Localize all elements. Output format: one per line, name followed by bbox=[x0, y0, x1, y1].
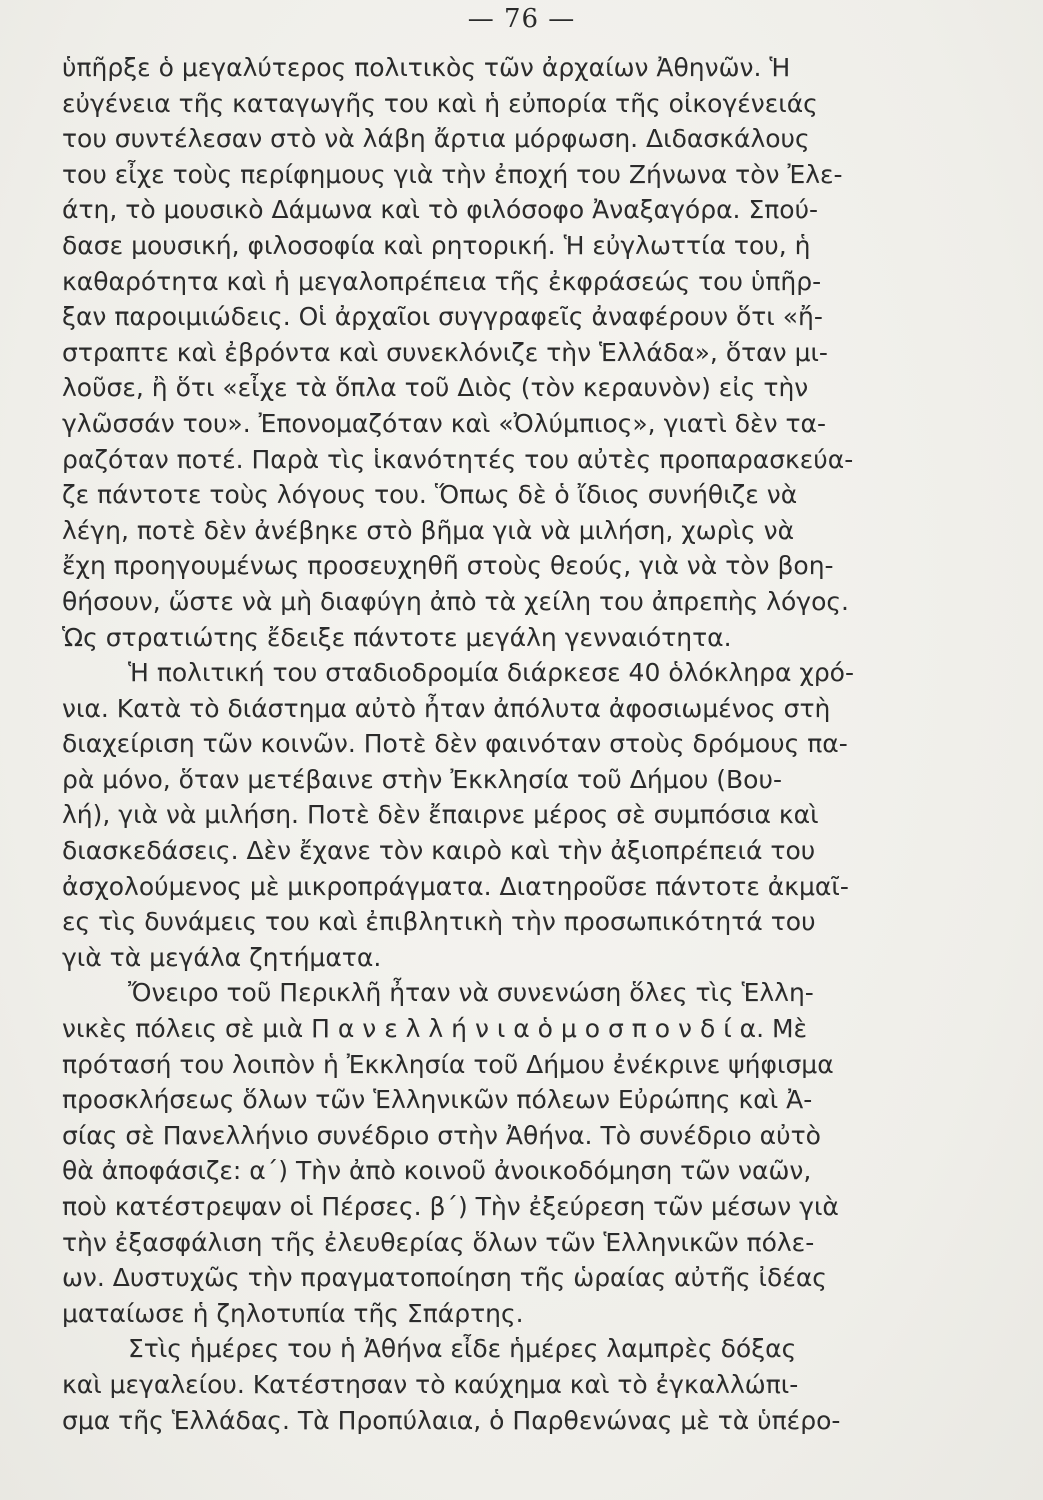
text-line: ἀσχολούμενος μὲ μικροπράγματα. Διατηροῦσε πάντοτε ἀκμαῖ- bbox=[62, 871, 849, 901]
body-text bbox=[62, 50, 962, 1438]
text-line: νια. Κατὰ τὸ διάστημα αὐτὸ ἦταν ἀπόλυτα ἀφοσιωμένος στὴ bbox=[62, 693, 831, 723]
text-line: λή), γιὰ νὰ μιλήση. Ποτὲ δὲν ἔπαιρνε μέρος σὲ συμπόσια καὶ bbox=[62, 800, 819, 830]
text-line: Ὡς στρατιώτης ἔδειξε πάντοτε μεγάλη γενναιότητα. bbox=[62, 622, 732, 652]
text-line: άτη, τὸ μουσικὸ Δάμωνα καὶ τὸ φιλόσοφο Ἀναξαγόρα. Σπού- bbox=[62, 195, 819, 225]
text-line: ων. Δυστυχῶς τὴν πραγματοποίηση τῆς ὡραίας αὐτῆς ἰδέας bbox=[62, 1263, 827, 1293]
text-line: δασε μουσική, φιλοσοφία καὶ ρητορική. Ἡ εὐγλωττία του, ἡ bbox=[62, 230, 811, 260]
text-line: προσκλήσεως ὅλων τῶν Ἑλληνικῶν πόλεων Εὐρώπης καὶ Ἀ- bbox=[62, 1085, 813, 1115]
text-line: σμα τῆς Ἑλλάδας. Τὰ Προπύλαια, ὁ Παρθενώνας μὲ τὰ ὑπέρο- bbox=[62, 1405, 841, 1435]
text-line: Στὶς ἡμέρες του ἡ Ἀθήνα εἶδε ἡμέρες λαμπρὲς δόξας bbox=[128, 1334, 797, 1364]
text-line: καθαρότητα καὶ ἡ μεγαλοπρέπεια τῆς ἐκφράσεώς του ὑπῆρ- bbox=[62, 266, 822, 296]
text-line: διασκεδάσεις. Δὲν ἔχανε τὸν καιρὸ καὶ τὴν ἀξιοπρέπειά του bbox=[62, 836, 816, 866]
text-line: θήσουν, ὥστε νὰ μὴ διαφύγη ἀπὸ τὰ χείλη του ἀπρεπὴς λόγος. bbox=[62, 586, 849, 616]
text-line: ὑπῆρξε ὁ μεγαλύτερος πολιτικὸς τῶν ἀρχαίων Ἀθηνῶν. Ἡ bbox=[62, 53, 791, 82]
text-line: καὶ μεγαλείου. Κατέστησαν τὸ καύχημα καὶ τὸ ἐγκαλλώπι- bbox=[62, 1369, 799, 1399]
text-line: λέγη, ποτὲ δὲν ἀνέβηκε στὸ βῆμα γιὰ νὰ μιλήση, χωρὶς νὰ bbox=[62, 515, 795, 545]
text-line: λοῦσε, ἢ ὅτι «εἶχε τὰ ὅπλα τοῦ Διὸς (τὸν κεραυνὸν) εἰς τὴν bbox=[62, 373, 809, 403]
text-line: Ὄνειρο τοῦ Περικλῆ ἦταν νὰ συνενώση ὅλες τὶς Ἑλλη- bbox=[128, 978, 814, 1008]
text-line: σίας σὲ Πανελλήνιο συνέδριο στὴν Ἀθήνα. Τὸ συνέδριο αὐτὸ bbox=[62, 1120, 821, 1150]
text-line: ξαν παροιμιώδεις. Οἱ ἀρχαῖοι συγγραφεῖς ἀναφέρουν ὅτι «ἤ- bbox=[62, 302, 823, 332]
text-line: γλῶσσάν του». Ἐπονομαζόταν καὶ «Ὀλύμπιος», γιατὶ δὲν τα- bbox=[62, 408, 827, 438]
text-line: του εἶχε τοὺς περίφημους γιὰ τὴν ἐποχή του Ζήνωνα τὸν Ἐλε- bbox=[62, 159, 843, 189]
text-line: θὰ ἀποφάσιζε: α΄) Τὴν ἀπὸ κοινοῦ ἀνοικοδόμηση τῶν ναῶν, bbox=[62, 1156, 812, 1186]
text-line: ματαίωσε ἡ ζηλοτυπία τῆς Σπάρτης. bbox=[62, 1298, 524, 1328]
text-line: ποὺ κατέστρεψαν οἱ Πέρσες. β΄) Τὴν ἐξεύρεση τῶν μέσων γιὰ bbox=[62, 1192, 839, 1221]
text-line: ρὰ μόνο, ὅταν μετέβαινε στὴν Ἐκκλησία τοῦ Δήμου (Βου- bbox=[62, 764, 782, 794]
text-line: τὴν ἐξασφάλιση τῆς ἐλευθερίας ὅλων τῶν Ἑλληνικῶν πόλε- bbox=[62, 1227, 815, 1257]
text-line: διαχείριση τῶν κοινῶν. Ποτὲ δὲν φαινόταν στοὺς δρόμους πα- bbox=[62, 729, 848, 759]
text-line: του συντέλεσαν στὸ νὰ λάβη ἄρτια μόρφωση. Διδασκάλους bbox=[62, 124, 810, 154]
text-line: ραζόταν ποτέ. Παρὰ τὶς ἱκανότητές του αὐτὲς προπαρασκεύα- bbox=[62, 444, 854, 474]
text-line: νικὲς πόλεις σὲ μιὰ Π α ν ε λ λ ή ν ι α ὁ μ ο σ π ο ν δ ί α. Μὲ bbox=[62, 1014, 808, 1044]
text-line: εὐγένεια τῆς καταγωγῆς του καὶ ἡ εὐπορία τῆς οἰκογένειάς bbox=[62, 88, 818, 118]
text-line: Ἡ πολιτική του σταδιοδρομία διάρκεσε 40 ὁλόκληρα χρό- bbox=[128, 658, 855, 688]
page-number: — 76 — bbox=[467, 4, 576, 34]
text-line: πρότασή του λοιπὸν ἡ Ἐκκλησία τοῦ Δήμου ἐνέκρινε ψήφισμα bbox=[62, 1049, 834, 1079]
text-line: ἔχη προηγουμένως προσευχηθῆ στοὺς θεούς, γιὰ νὰ τὸν βοη- bbox=[62, 551, 834, 581]
text-line: ες τὶς δυνάμεις του καὶ ἐπιβλητικὴ τὴν προσωπικότητά του bbox=[62, 907, 816, 937]
text-line: γιὰ τὰ μεγάλα ζητήματα. bbox=[62, 942, 382, 972]
text-line: στραπτε καὶ ἐβρόντα καὶ συνεκλόνιζε τὴν Ἑλλάδα», ὅταν μι- bbox=[62, 337, 828, 367]
text-line: ζε πάντοτε τοὺς λόγους του. Ὅπως δὲ ὁ ἴδιος συνήθιζε νὰ bbox=[62, 480, 798, 510]
